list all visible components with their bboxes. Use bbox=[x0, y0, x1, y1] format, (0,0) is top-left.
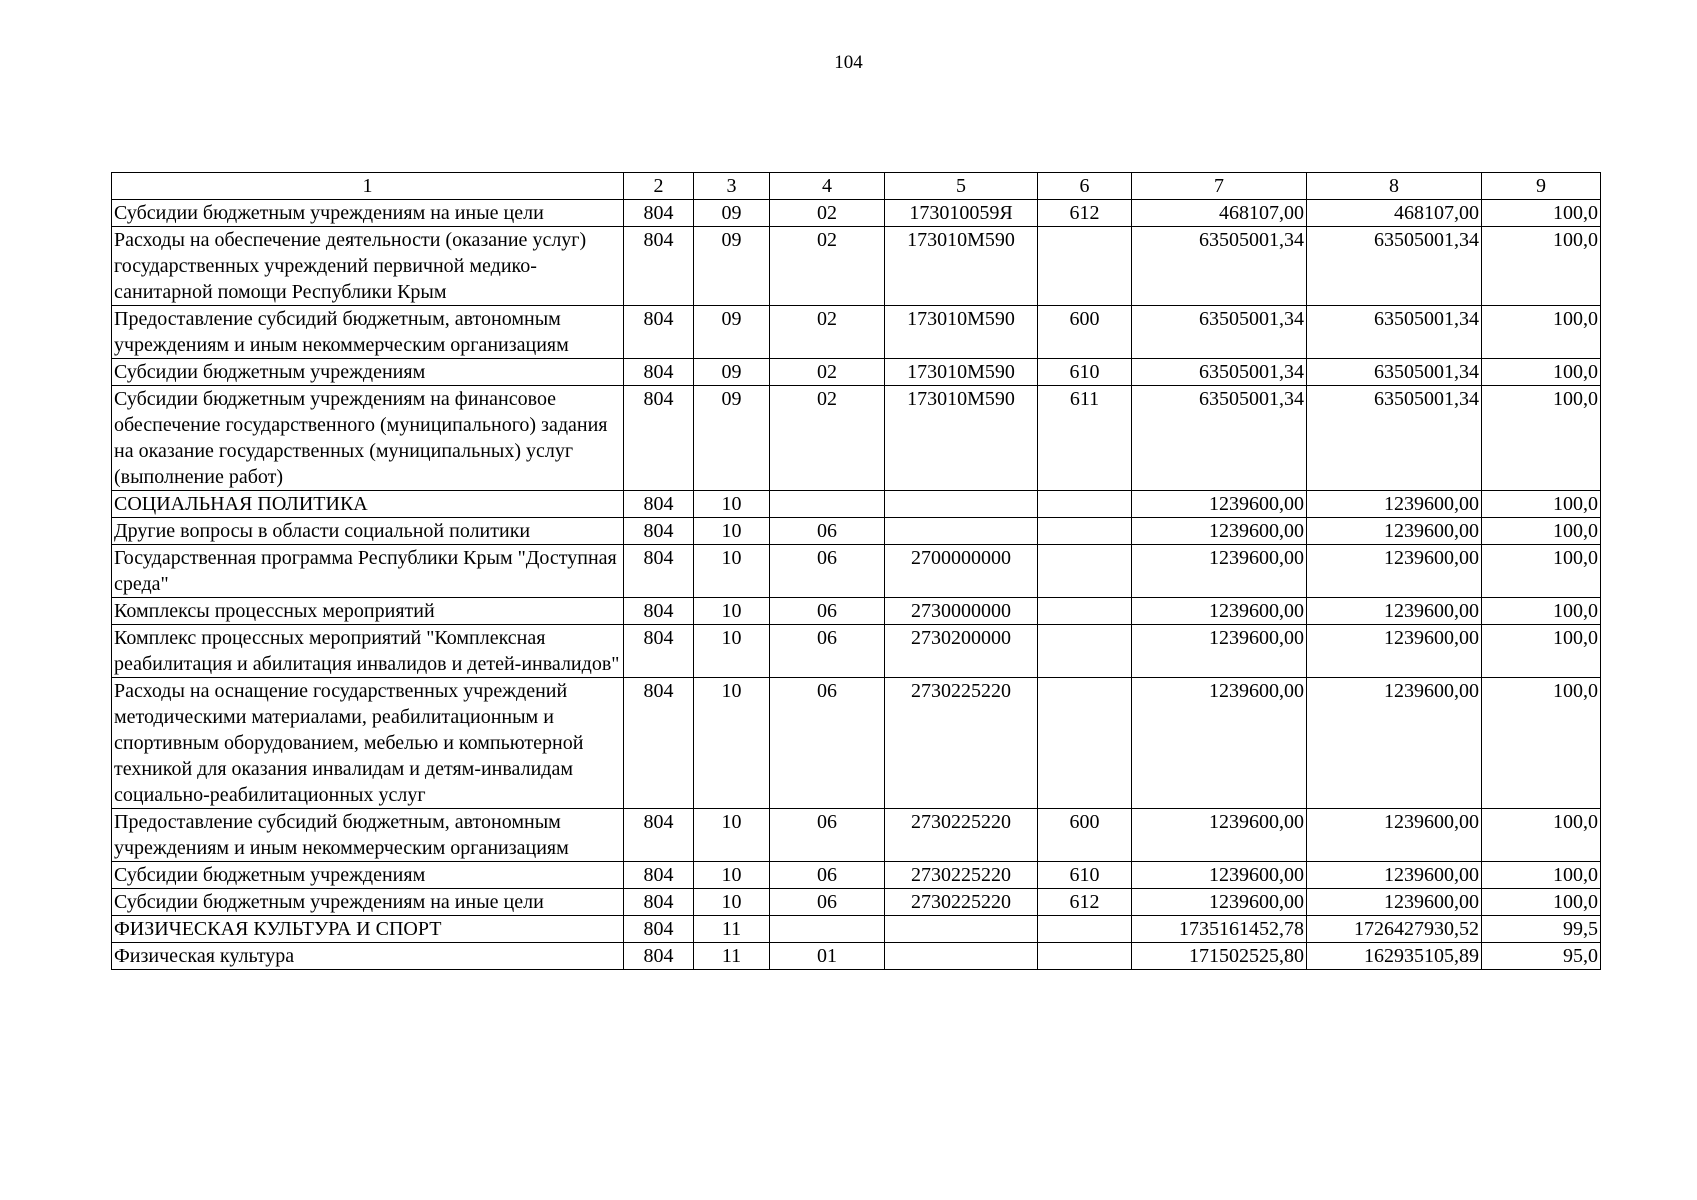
executed-amount-cell: 1239600,00 bbox=[1307, 889, 1482, 916]
table-row bbox=[112, 809, 1601, 862]
executed-amount-cell: 1239600,00 bbox=[1307, 598, 1482, 625]
target-article-cell bbox=[885, 518, 1038, 545]
code-cell: 804 bbox=[624, 809, 694, 862]
subsection-cell: 06 bbox=[770, 518, 885, 545]
expense-type-cell bbox=[1038, 518, 1132, 545]
target-article-cell: 2730000000 bbox=[885, 598, 1038, 625]
section-cell: 10 bbox=[694, 678, 770, 809]
code-cell: 804 bbox=[624, 227, 694, 306]
planned-amount-cell: 63505001,34 bbox=[1132, 359, 1307, 386]
section-cell: 10 bbox=[694, 889, 770, 916]
planned-amount-cell: 1239600,00 bbox=[1132, 625, 1307, 678]
planned-amount-cell: 1239600,00 bbox=[1132, 809, 1307, 862]
table-row bbox=[112, 227, 1601, 306]
executed-amount-cell: 1239600,00 bbox=[1307, 545, 1482, 598]
planned-amount-cell: 1735161452,78 bbox=[1132, 916, 1307, 943]
executed-amount-cell: 63505001,34 bbox=[1307, 386, 1482, 491]
code-cell: 804 bbox=[624, 306, 694, 359]
target-article-cell: 173010059Я bbox=[885, 200, 1038, 227]
column-header: 3 bbox=[694, 173, 770, 200]
code-cell: 804 bbox=[624, 916, 694, 943]
executed-amount-cell: 162935105,89 bbox=[1307, 943, 1482, 970]
percent-cell: 100,0 bbox=[1482, 598, 1601, 625]
percent-cell: 100,0 bbox=[1482, 625, 1601, 678]
planned-amount-cell: 1239600,00 bbox=[1132, 491, 1307, 518]
column-header: 6 bbox=[1038, 173, 1132, 200]
planned-amount-cell: 63505001,34 bbox=[1132, 227, 1307, 306]
row-name-cell: Государственная программа Республики Крым "Доступная среда" bbox=[112, 545, 624, 598]
planned-amount-cell: 1239600,00 bbox=[1132, 545, 1307, 598]
percent-cell: 100,0 bbox=[1482, 491, 1601, 518]
planned-amount-cell: 1239600,00 bbox=[1132, 862, 1307, 889]
subsection-cell: 02 bbox=[770, 386, 885, 491]
column-header: 9 bbox=[1482, 173, 1601, 200]
percent-cell: 100,0 bbox=[1482, 862, 1601, 889]
page-number: 104 bbox=[834, 52, 863, 73]
target-article-cell: 173010М590 bbox=[885, 227, 1038, 306]
row-name-cell: Субсидии бюджетным учреждениям на финансовое обеспечение государственного (муниципального) задания на оказание государственных (муниципальных) услуг (выполнение работ) bbox=[112, 386, 624, 491]
section-cell: 09 bbox=[694, 359, 770, 386]
target-article-cell: 2730200000 bbox=[885, 625, 1038, 678]
row-name-cell: Предоставление субсидий бюджетным, автономным учреждениям и иным некоммерческим организациям bbox=[112, 809, 624, 862]
target-article-cell: 173010М590 bbox=[885, 306, 1038, 359]
expense-type-cell: 610 bbox=[1038, 862, 1132, 889]
expense-type-cell bbox=[1038, 916, 1132, 943]
section-cell: 10 bbox=[694, 862, 770, 889]
table-row bbox=[112, 862, 1601, 889]
row-name-cell: Субсидии бюджетным учреждениям на иные цели bbox=[112, 889, 624, 916]
code-cell: 804 bbox=[624, 625, 694, 678]
target-article-cell: 173010М590 bbox=[885, 359, 1038, 386]
planned-amount-cell: 1239600,00 bbox=[1132, 678, 1307, 809]
code-cell: 804 bbox=[624, 862, 694, 889]
executed-amount-cell: 1239600,00 bbox=[1307, 809, 1482, 862]
planned-amount-cell: 1239600,00 bbox=[1132, 889, 1307, 916]
target-article-cell bbox=[885, 943, 1038, 970]
section-cell: 10 bbox=[694, 809, 770, 862]
table-row bbox=[112, 518, 1601, 545]
row-name-cell: Комплекс процессных мероприятий "Комплексная реабилитация и абилитация инвалидов и детей-инвалидов" bbox=[112, 625, 624, 678]
header-row bbox=[112, 173, 1601, 200]
expense-type-cell bbox=[1038, 943, 1132, 970]
expense-type-cell bbox=[1038, 625, 1132, 678]
section-cell: 09 bbox=[694, 386, 770, 491]
section-cell: 10 bbox=[694, 625, 770, 678]
subsection-cell bbox=[770, 916, 885, 943]
table-row bbox=[112, 943, 1601, 970]
subsection-cell bbox=[770, 491, 885, 518]
subsection-cell: 02 bbox=[770, 200, 885, 227]
code-cell: 804 bbox=[624, 386, 694, 491]
planned-amount-cell: 63505001,34 bbox=[1132, 386, 1307, 491]
section-cell: 11 bbox=[694, 916, 770, 943]
executed-amount-cell: 1239600,00 bbox=[1307, 862, 1482, 889]
expense-type-cell: 612 bbox=[1038, 889, 1132, 916]
table-row bbox=[112, 598, 1601, 625]
executed-amount-cell: 63505001,34 bbox=[1307, 359, 1482, 386]
table-row bbox=[112, 545, 1601, 598]
column-header: 7 bbox=[1132, 173, 1307, 200]
row-name-cell: Расходы на обеспечение деятельности (оказание услуг) государственных учреждений первичной медико-санитарной помощи Республики Крым bbox=[112, 227, 624, 306]
target-article-cell bbox=[885, 916, 1038, 943]
column-header: 4 bbox=[770, 173, 885, 200]
expense-type-cell: 600 bbox=[1038, 809, 1132, 862]
subsection-cell: 02 bbox=[770, 359, 885, 386]
code-cell: 804 bbox=[624, 545, 694, 598]
executed-amount-cell: 1239600,00 bbox=[1307, 518, 1482, 545]
target-article-cell: 2730225220 bbox=[885, 889, 1038, 916]
table-row bbox=[112, 916, 1601, 943]
planned-amount-cell: 63505001,34 bbox=[1132, 306, 1307, 359]
section-cell: 09 bbox=[694, 200, 770, 227]
percent-cell: 100,0 bbox=[1482, 545, 1601, 598]
row-name-cell: Расходы на оснащение государственных учреждений методическими материалами, реабилитационным и спортивным оборудованием, мебелью и компьютерной техникой для оказания инвалидам и детям-инвалидам социально-реабилитационных услуг bbox=[112, 678, 624, 809]
executed-amount-cell: 1726427930,52 bbox=[1307, 916, 1482, 943]
code-cell: 804 bbox=[624, 359, 694, 386]
row-name-cell: ФИЗИЧЕСКАЯ КУЛЬТУРА И СПОРТ bbox=[112, 916, 624, 943]
expense-type-cell bbox=[1038, 598, 1132, 625]
code-cell: 804 bbox=[624, 889, 694, 916]
table-row bbox=[112, 889, 1601, 916]
expense-type-cell: 612 bbox=[1038, 200, 1132, 227]
percent-cell: 100,0 bbox=[1482, 227, 1601, 306]
code-cell: 804 bbox=[624, 678, 694, 809]
table-row bbox=[112, 359, 1601, 386]
executed-amount-cell: 1239600,00 bbox=[1307, 678, 1482, 809]
executed-amount-cell: 1239600,00 bbox=[1307, 491, 1482, 518]
row-name-cell: Предоставление субсидий бюджетным, автономным учреждениям и иным некоммерческим организациям bbox=[112, 306, 624, 359]
row-name-cell: Физическая культура bbox=[112, 943, 624, 970]
row-name-cell: Субсидии бюджетным учреждениям bbox=[112, 359, 624, 386]
percent-cell: 99,5 bbox=[1482, 916, 1601, 943]
subsection-cell: 02 bbox=[770, 306, 885, 359]
table-row bbox=[112, 625, 1601, 678]
row-name-cell: СОЦИАЛЬНАЯ ПОЛИТИКА bbox=[112, 491, 624, 518]
section-cell: 09 bbox=[694, 227, 770, 306]
percent-cell: 100,0 bbox=[1482, 889, 1601, 916]
table-row bbox=[112, 678, 1601, 809]
expense-type-cell: 611 bbox=[1038, 386, 1132, 491]
expense-type-cell: 600 bbox=[1038, 306, 1132, 359]
subsection-cell: 06 bbox=[770, 809, 885, 862]
section-cell: 10 bbox=[694, 545, 770, 598]
percent-cell: 100,0 bbox=[1482, 306, 1601, 359]
percent-cell: 100,0 bbox=[1482, 386, 1601, 491]
column-header: 8 bbox=[1307, 173, 1482, 200]
executed-amount-cell: 468107,00 bbox=[1307, 200, 1482, 227]
row-name-cell: Комплексы процессных мероприятий bbox=[112, 598, 624, 625]
target-article-cell: 173010М590 bbox=[885, 386, 1038, 491]
subsection-cell: 06 bbox=[770, 625, 885, 678]
target-article-cell: 2730225220 bbox=[885, 809, 1038, 862]
subsection-cell: 01 bbox=[770, 943, 885, 970]
table-row bbox=[112, 306, 1601, 359]
section-cell: 09 bbox=[694, 306, 770, 359]
section-cell: 11 bbox=[694, 943, 770, 970]
planned-amount-cell: 468107,00 bbox=[1132, 200, 1307, 227]
row-name-cell: Субсидии бюджетным учреждениям на иные цели bbox=[112, 200, 624, 227]
row-name-cell: Субсидии бюджетным учреждениям bbox=[112, 862, 624, 889]
code-cell: 804 bbox=[624, 943, 694, 970]
code-cell: 804 bbox=[624, 491, 694, 518]
table-header bbox=[112, 173, 1601, 200]
subsection-cell: 02 bbox=[770, 227, 885, 306]
percent-cell: 100,0 bbox=[1482, 678, 1601, 809]
section-cell: 10 bbox=[694, 518, 770, 545]
section-cell: 10 bbox=[694, 598, 770, 625]
subsection-cell: 06 bbox=[770, 545, 885, 598]
executed-amount-cell: 63505001,34 bbox=[1307, 306, 1482, 359]
subsection-cell: 06 bbox=[770, 889, 885, 916]
target-article-cell: 2700000000 bbox=[885, 545, 1038, 598]
table-body bbox=[112, 200, 1601, 970]
target-article-cell: 2730225220 bbox=[885, 862, 1038, 889]
row-name-cell: Другие вопросы в области социальной политики bbox=[112, 518, 624, 545]
expense-type-cell: 610 bbox=[1038, 359, 1132, 386]
subsection-cell: 06 bbox=[770, 598, 885, 625]
subsection-cell: 06 bbox=[770, 678, 885, 809]
table-row bbox=[112, 491, 1601, 518]
planned-amount-cell: 1239600,00 bbox=[1132, 518, 1307, 545]
column-header: 2 bbox=[624, 173, 694, 200]
expense-type-cell bbox=[1038, 227, 1132, 306]
section-cell: 10 bbox=[694, 491, 770, 518]
column-header: 5 bbox=[885, 173, 1038, 200]
planned-amount-cell: 1239600,00 bbox=[1132, 598, 1307, 625]
executed-amount-cell: 63505001,34 bbox=[1307, 227, 1482, 306]
percent-cell: 100,0 bbox=[1482, 809, 1601, 862]
expense-type-cell bbox=[1038, 491, 1132, 518]
subsection-cell: 06 bbox=[770, 862, 885, 889]
table-row bbox=[112, 386, 1601, 491]
table-row bbox=[112, 200, 1601, 227]
budget-table bbox=[111, 172, 1601, 970]
column-header: 1 bbox=[112, 173, 624, 200]
target-article-cell bbox=[885, 491, 1038, 518]
code-cell: 804 bbox=[624, 598, 694, 625]
percent-cell: 100,0 bbox=[1482, 200, 1601, 227]
percent-cell: 100,0 bbox=[1482, 518, 1601, 545]
target-article-cell: 2730225220 bbox=[885, 678, 1038, 809]
planned-amount-cell: 171502525,80 bbox=[1132, 943, 1307, 970]
expense-type-cell bbox=[1038, 545, 1132, 598]
code-cell: 804 bbox=[624, 200, 694, 227]
code-cell: 804 bbox=[624, 518, 694, 545]
executed-amount-cell: 1239600,00 bbox=[1307, 625, 1482, 678]
percent-cell: 100,0 bbox=[1482, 359, 1601, 386]
percent-cell: 95,0 bbox=[1482, 943, 1601, 970]
expense-type-cell bbox=[1038, 678, 1132, 809]
